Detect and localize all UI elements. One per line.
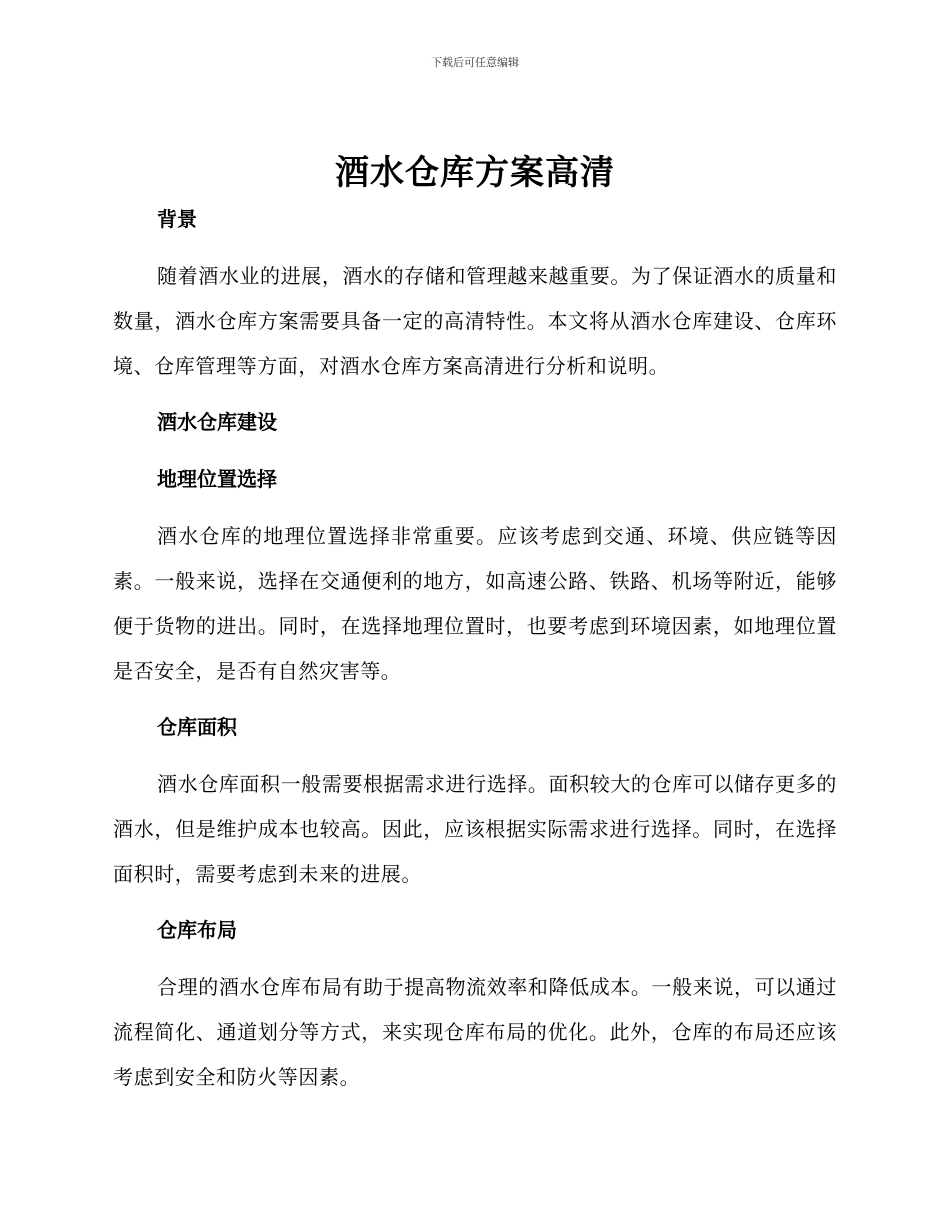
section-paragraph-location: 酒水仓库的地理位置选择非常重要。应该考虑到交通、环境、供应链等因素。一般来说，选择在交通便利的地方，如高速公路、铁路、机场等附近，能够便于货物的进出。同时，在选择地理位置时，也要考虑到环境因素，如地理位置是否安全，是否有自然灾害等。 [113, 524, 837, 683]
section-heading-layout: 仓库布局 [157, 918, 237, 942]
section-paragraph-layout: 合理的酒水仓库布局有助于提高物流效率和降低成本。一般来说，可以通过流程简化、通道划分等方式，来实现仓库布局的优化。此外，仓库的布局还应该考虑到安全和防火等因素。 [113, 975, 837, 1089]
section-paragraph-area: 酒水仓库面积一般需要根据需求进行选择。面积较大的仓库可以储存更多的酒水，但是维护成本也较高。因此，应该根据实际需求进行选择。同时，在选择面积时，需要考虑到未来的进展。 [113, 772, 837, 886]
section-heading-area: 仓库面积 [157, 715, 237, 739]
section-paragraph-background: 随着酒水业的进展，酒水的存储和管理越来越重要。为了保证酒水的质量和数量，酒水仓库方案需要具备一定的高清特性。本文将从酒水仓库建设、仓库环境、仓库管理等方面，对酒水仓库方案高清进行分析和说明。 [113, 264, 837, 378]
section-heading-background: 背景 [157, 207, 197, 231]
document-title: 酒水仓库方案高清 [335, 153, 615, 193]
section-heading-location: 地理位置选择 [157, 467, 277, 491]
page-header-note: 下载后可任意编辑 [431, 56, 519, 69]
section-heading-construction: 酒水仓库建设 [157, 410, 277, 434]
document-body [113, 204, 837, 1100]
